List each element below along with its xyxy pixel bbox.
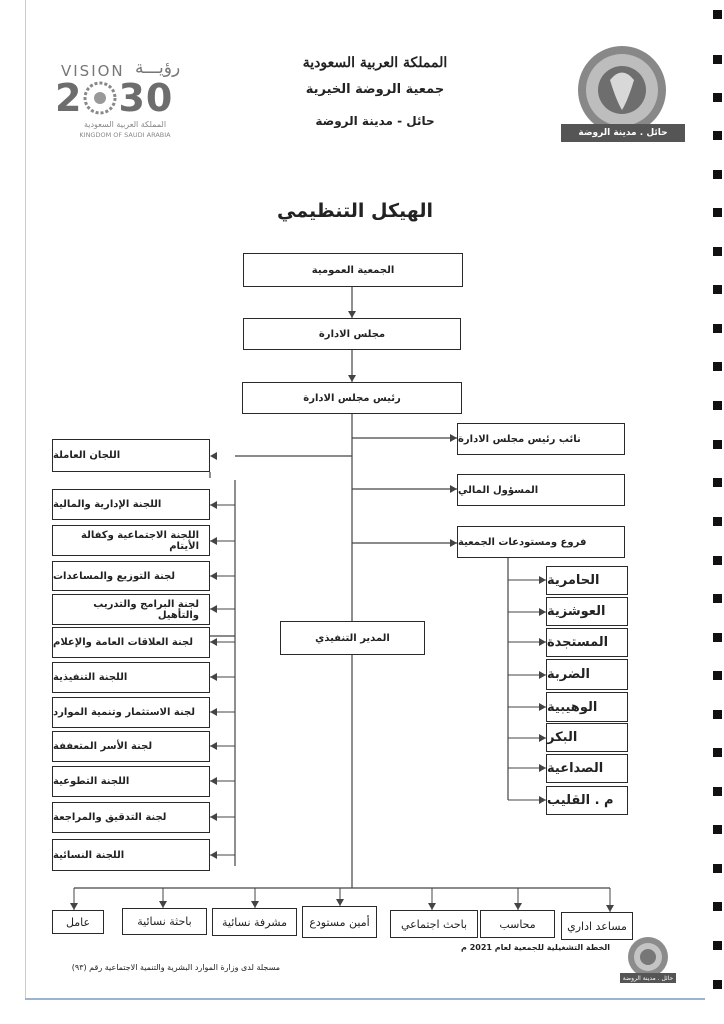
committee-item: اللجنة الإدارية والمالية	[52, 489, 210, 520]
committee-item: اللجنة النسائية	[52, 839, 210, 871]
registration-note: مسجلة لدى وزارة الموارد البشرية والتنمية الاجتماعية رقم (٩٣)	[71, 963, 280, 972]
branch-item: الصداعية	[546, 754, 628, 783]
committee-item: لجنة التوزيع والمساعدات	[52, 561, 210, 591]
committee-item: لجنة الاستثمار وتنمية الموارد	[52, 697, 210, 728]
executive-director-box: المدير التنفيذي	[280, 621, 425, 655]
committees-box: اللجان العاملة	[52, 439, 210, 472]
vice-chair-box: نائب رئيس مجلس الادارة	[457, 423, 625, 455]
vision-kingdom-ar: المملكة العربية السعودية	[83, 120, 167, 129]
staff-item: مشرفة نسائية	[212, 908, 297, 936]
seal-caption: حائل . مدينة الروضة	[620, 973, 676, 983]
committee-item: لجنة العلاقات العامة والإعلام	[52, 627, 210, 658]
staff-item: باحث اجتماعي	[390, 910, 478, 938]
logo-caption: حائل . مدينة الروضة	[561, 124, 685, 142]
committee-item: لجنة البرامج والتدريب والتأهيل	[52, 594, 210, 625]
finance-officer-box: المسؤول المالي	[457, 474, 625, 506]
staff-item: محاسب	[480, 910, 555, 938]
org-name: جمعية الروضة الخيرية	[305, 82, 445, 97]
footer-seal	[618, 935, 678, 985]
vision-kingdom-en: KINGDOM OF SAUDI ARABIA	[79, 131, 171, 139]
board-chair-box: رئيس مجلس الادارة	[242, 382, 462, 414]
branch-item: م . القليب	[546, 786, 628, 815]
vision-arabic: رؤيـــة	[135, 58, 181, 78]
branch-item: الحامرية	[546, 566, 628, 595]
page-title: الهيكل التنظيمي	[277, 200, 433, 222]
branch-item: العوشزية	[546, 597, 628, 626]
vision-word: VISION	[61, 62, 125, 80]
staff-item: مساعد اداري	[561, 912, 633, 940]
branch-item: الوهيبية	[546, 692, 628, 722]
committee-item: لجنة الأسر المتعففة	[52, 731, 210, 762]
committee-item: اللجنة التطوعية	[52, 766, 210, 797]
kingdom-label: المملكة العربية السعودية	[302, 55, 448, 71]
committee-item: اللجنة الاجتماعية وكفالة الأيتام	[52, 525, 210, 556]
board-box: مجلس الادارة	[243, 318, 461, 350]
vision-year: 2 30	[55, 76, 174, 120]
plan-note: الخطة التشغيلية للجمعية لعام 2021 م	[461, 943, 610, 952]
org-location: حائل - مدينة الروضة	[315, 114, 435, 128]
branches-box: فروع ومستودعات الجمعية	[457, 526, 625, 558]
staff-item: عامل	[52, 910, 104, 934]
branch-item: المستجدة	[546, 628, 628, 657]
staff-item: أمين مستودع	[302, 906, 377, 938]
branch-item: البكر	[546, 723, 628, 752]
staff-item: باحثة نسائية	[122, 908, 207, 935]
committee-item: لجنة التدقيق والمراجعة	[52, 802, 210, 833]
general-assembly-box: الجمعية العمومية	[243, 253, 463, 287]
branch-item: الضربة	[546, 659, 628, 690]
committee-item: اللجنة التنفيذية	[52, 662, 210, 693]
